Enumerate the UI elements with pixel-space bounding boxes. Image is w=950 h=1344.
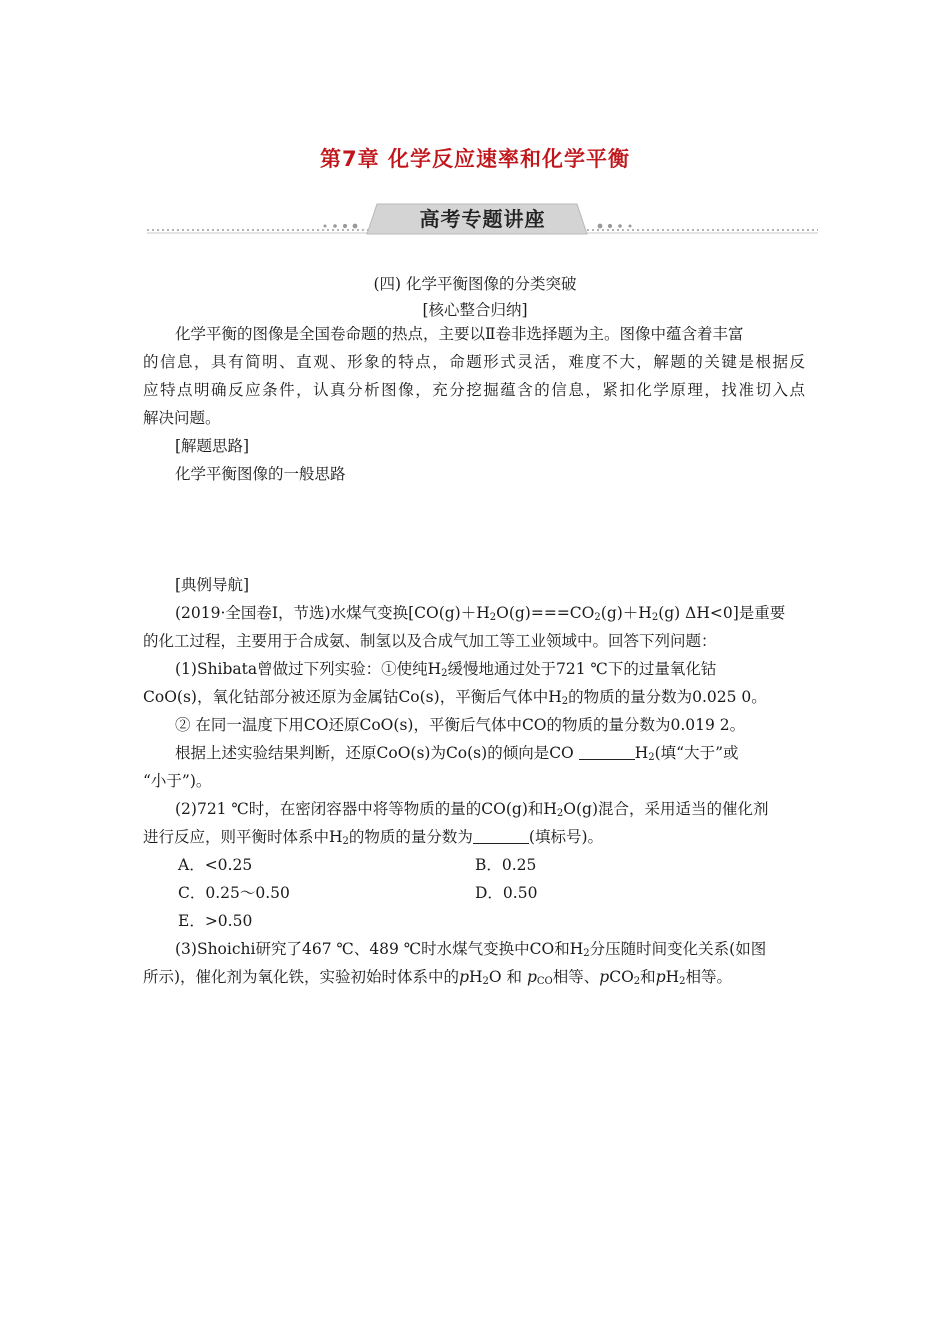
example-stem: (2019·全国卷Ⅰ，节选)水煤气变换[$CO(g)+H_2O(g)===CO_2(g)+H_2(g)$ ΔH<0]是重要 bbox=[175, 604, 786, 623]
option-c: C．0.25～0.50 bbox=[178, 884, 290, 902]
question-1-line-5: “小于”)。 bbox=[143, 772, 212, 790]
intro-line-3: 应特点明确反应条件，认真分析图像，充分挖掘蕴含的信息，紧扣化学原理，找准切入点 bbox=[143, 381, 805, 399]
question-3-line-2: 所示)，催化剂为氧化铁，实验初始时体系中的$pH_2O$ 和 $p_{CO}$相等、pCO$_2$和$pH_2$相等。 bbox=[143, 968, 733, 987]
intro-line-1: 化学平衡的图像是全国卷命题的热点，主要以Ⅱ卷非选择题为主。图像中蕴含着丰富 bbox=[175, 325, 744, 343]
approach-text: 化学平衡图像的一般思路 bbox=[175, 465, 346, 483]
answer-blank-2[interactable] bbox=[473, 829, 529, 844]
option-b: B．0.25 bbox=[475, 856, 537, 874]
section-title: (四) 化学平衡图像的分类突破 bbox=[373, 275, 577, 293]
question-2-line-2: 进行反应，则平衡时体系中$H_2$的物质的量分数为 (填标号)。 bbox=[143, 828, 604, 847]
option-a: A．<0.25 bbox=[178, 856, 253, 874]
question-2-line-1: (2)721 ℃时，在密闭容器中将等物质的量的CO(g)和$H_2O(g)$混合，采用适当的催化剂 bbox=[175, 800, 769, 819]
question-1-line-4: 根据上述实验结果判断，还原CoO(s)为Co(s)的倾向是CO $H_2$(填“大于”或 bbox=[175, 744, 739, 763]
question-1-line-3: ② 在同一温度下用CO还原CoO(s)，平衡后气体中CO的物质的量分数为0.019 2。 bbox=[175, 716, 746, 734]
core-label: [核心整合归纳] bbox=[422, 301, 528, 319]
chapter-title: 第7章 化学反应速率和化学平衡 bbox=[320, 147, 630, 171]
question-1-line-1: (1)Shibata曾做过下列实验：①使纯$H_2$缓慢地通过处于721 ℃下的过量氧化钴 bbox=[175, 660, 717, 679]
section-banner bbox=[145, 200, 820, 236]
intro-line-2: 的信息，具有简明、直观、形象的特点，命题形式灵活，难度不大，解题的关键是根据反 bbox=[143, 353, 805, 371]
intro-line-4: 解决问题。 bbox=[143, 409, 221, 427]
option-e: E．>0.50 bbox=[178, 912, 253, 930]
banner-title: 高考专题讲座 bbox=[419, 207, 546, 231]
question-3-line-1: (3)Shoichi研究了467 ℃、489 ℃时水煤气变换中CO和$H_2$分压随时间变化关系(如图 bbox=[175, 940, 767, 959]
example-source: (2019·全国卷Ⅰ，节选) bbox=[175, 604, 331, 622]
question-1-line-2: CoO(s)，氧化钴部分被还原为金属钴Co(s)，平衡后气体中$H_2$的物质的量分数为0.025 0。 bbox=[143, 688, 767, 707]
approach-label: [解题思路] bbox=[175, 437, 250, 455]
example-label: [典例导航] bbox=[175, 576, 250, 594]
option-d: D．0.50 bbox=[475, 884, 538, 902]
answer-blank-1[interactable] bbox=[579, 745, 635, 760]
example-stem-line-2: 的化工过程，主要用于合成氨、制氢以及合成气加工等工业领域中。回答下列问题： bbox=[143, 632, 717, 650]
